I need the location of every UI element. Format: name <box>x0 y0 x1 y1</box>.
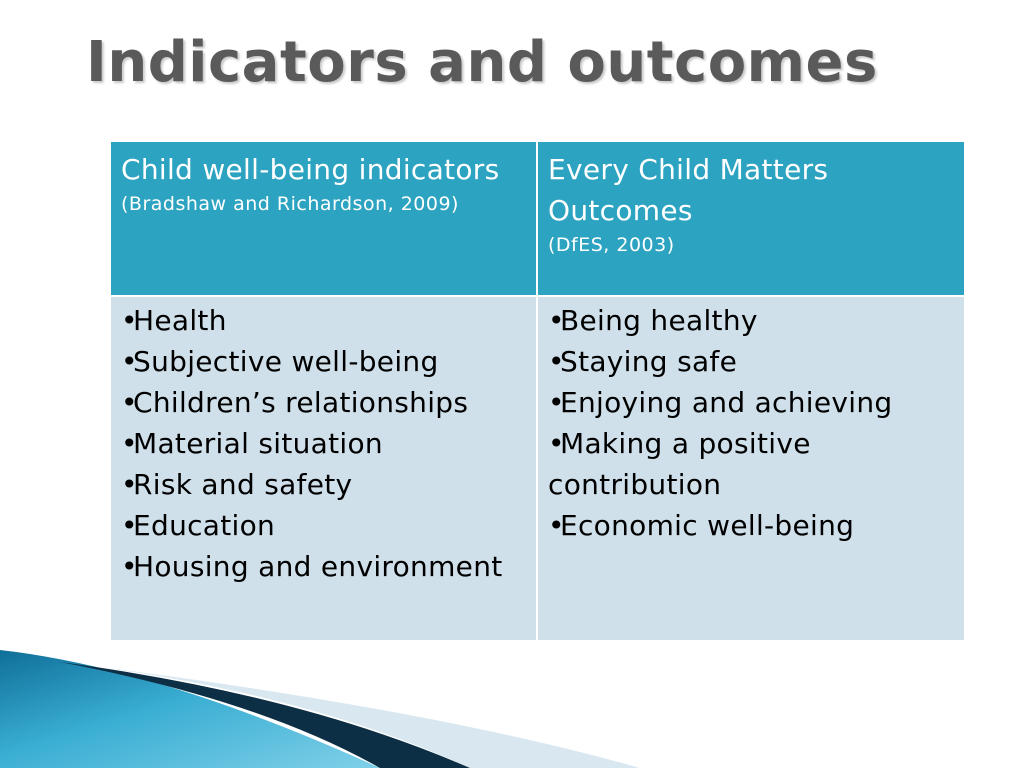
list-item-text: Subjective well-being <box>133 345 439 378</box>
list-item <box>548 423 956 505</box>
bullet-icon: • <box>121 427 138 460</box>
list-item <box>548 505 956 546</box>
swoosh-light-band <box>60 662 640 768</box>
swoosh-blue-band <box>0 650 380 768</box>
header-citation: (Bradshaw and Richardson, 2009) <box>121 193 459 215</box>
list-item <box>121 382 528 423</box>
header-citation: (DfES, 2003) <box>548 234 675 256</box>
bullet-icon: • <box>121 468 138 501</box>
indicators-outcomes-table <box>109 140 966 642</box>
list-item <box>121 505 528 546</box>
list-item-text: Housing and environment <box>133 550 503 583</box>
bullet-icon: • <box>121 386 138 419</box>
list-item-text: Material situation <box>133 427 383 460</box>
bullet-icon: • <box>121 345 138 378</box>
header-cell-indicators <box>110 141 537 296</box>
list-item <box>121 341 528 382</box>
indicators-list <box>121 300 528 587</box>
swoosh-dark-band <box>60 662 470 768</box>
list-item <box>121 464 528 505</box>
list-item <box>548 300 956 341</box>
bullet-icon: • <box>548 509 565 542</box>
bullet-icon: • <box>548 345 565 378</box>
list-item-text: Making a positive contribution <box>548 427 811 501</box>
header-cell-outcomes <box>537 141 965 296</box>
bullet-icon: • <box>548 386 565 419</box>
list-item-text: Education <box>133 509 276 542</box>
outcomes-cell <box>537 296 965 641</box>
list-item-text: Children’s relationships <box>133 386 469 419</box>
header-title: Child well-being indicators <box>121 153 500 186</box>
outcomes-list <box>548 300 956 546</box>
list-item <box>548 341 956 382</box>
list-item <box>121 546 528 587</box>
list-item <box>548 382 956 423</box>
slide-title: Indicators and outcomes <box>86 30 878 95</box>
list-item-text: Risk and safety <box>133 468 353 501</box>
header-title: Every Child Matters Outcomes <box>548 153 829 227</box>
list-item-text: Staying safe <box>560 345 738 378</box>
list-item <box>121 300 528 341</box>
list-item-text: Health <box>133 304 227 337</box>
list-item-text: Enjoying and achieving <box>560 386 893 419</box>
indicators-cell <box>110 296 537 641</box>
bullet-icon: • <box>121 509 138 542</box>
bullet-icon: • <box>548 304 565 337</box>
bullet-icon: • <box>121 550 138 583</box>
list-item <box>121 423 528 464</box>
bullet-icon: • <box>121 304 138 337</box>
table-header-row <box>110 141 965 296</box>
list-item-text: Being healthy <box>560 304 758 337</box>
list-item-text: Economic well-being <box>560 509 855 542</box>
bullet-icon: • <box>548 427 565 460</box>
table-body-row <box>110 296 965 641</box>
